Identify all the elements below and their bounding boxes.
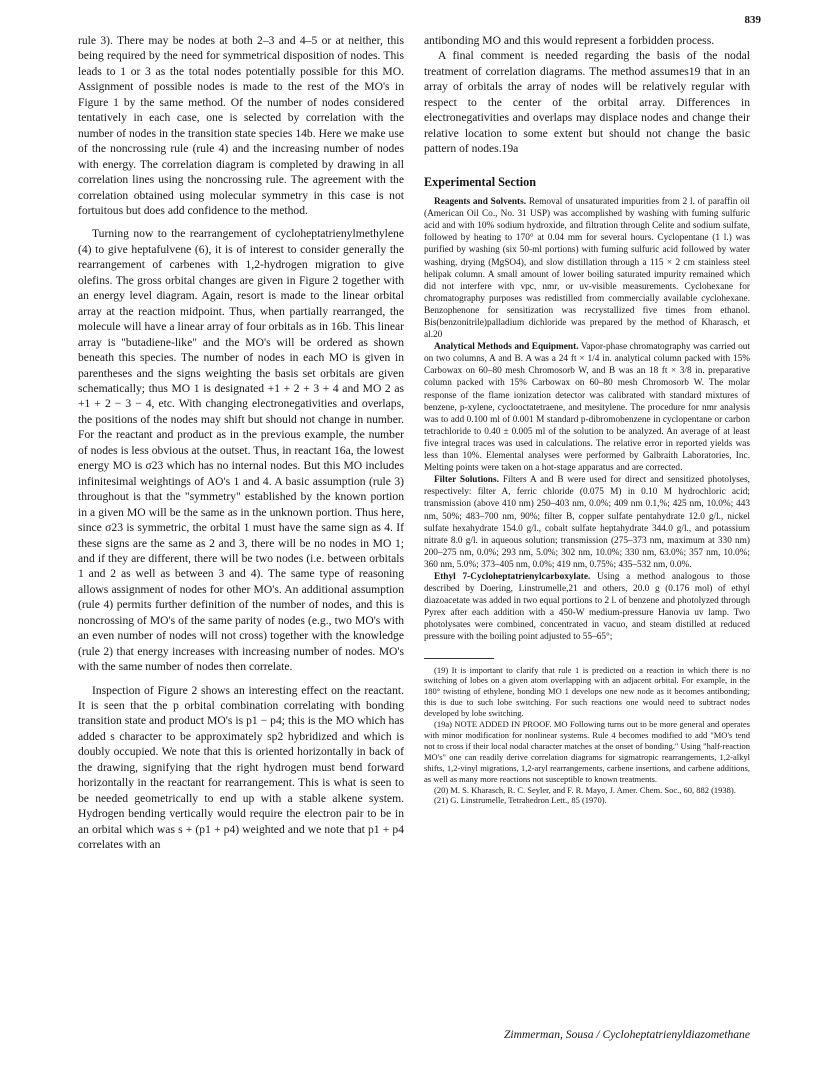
experimental-paragraph (424, 196, 750, 341)
body-paragraph: Turning now to the rearrangement of cycloheptatrienylmethylene (4) to give heptafulvene (6), it is of interest to consider generally the rearrangement of carbenes with 1,2-hydrogen migration to give olefins. The gross orbital changes are given in Figure 2 together with an energy level diagram. Again, resort is made to the linear orbital array at the reaction midpoint. Thus, when partially rearranged, the molecule will have a linear array of four orbitals as in 16b. This linear array is "butadiene-like" and the MO's will be ordered as shown beneath this species. The number of nodes in each MO is given in parentheses and the signs weighting the basis set orbitals are given schematically; thus MO 1 is designated +1 + 2 + 3 + 4 and MO 2 as +1 + 2 − 3 − 4, etc. With changing electronegativities and overlaps, the positions of the nodes may shift but should not change in number. For the reactant and product as in the previous example, the number of nodes is less obvious at the outset. Thus, in reactant 16a, the lowest energy MO is σ23 which has no internal nodes. But this MO includes infinitesimal weightings of AO's 1 and 4. A basic assumption (rule 3) throughout is that the "symmetry" established by the known portion in a given MO will be the same as in the unknown portion. Thus here, since σ23 is symmetric, the orbital 1 must have the same sign as 4. If these signs are the same as 2 and 3, there will be no nodes in MO 1; and if they are different, there will be two nodes (i.e. between orbitals 1 and 2 as well as between 3 and 4). The same type of reasoning allows assignment of nodes for other MO's. An additional assumption (rule 4) permits further definition of the number of nodes, and this is noncrossing of MO's of the same parity of nodes (e.g., two MO's with an even number of nodes will not cross) together with the knowledge (rule 2) that energy increases with increasing number of nodes. MO's with the same number of nodes then correlate. (78, 227, 404, 674)
body-paragraph: antibonding MO and this would represent a forbidden process. (424, 34, 715, 47)
paragraph-text: Vapor-phase chromatography was carried out on two columns, A and B. A was a 24 ft × 1/4 in. analytical column packed with 15% Carbowax on 60–80 mesh Chromosorb W, and B was an 18 ft × 3/8 in. preparative column packed with 15% Carbowax on 60–80 mesh Chromosorb W. The molar response of the flame ionization detector was calibrated with standard mixtures of benzene, p-xylene, cyclooctatetraene, and mesitylene. The procedure for nmr analysis was to add 0.100 ml of 0.001 M standard p-dibromobenzene in cyclopentane or carbon tetrachloride to 0.40 ± 0.005 ml of the solution to be analyzed. An average of at least five integral traces was used in calculations. The relative error in reported yields was less than 10%. Elemental analyses were performed by Galbraith Laboratories, Inc. Melting points were taken on a hot-stage apparatus and are corrected. (424, 342, 751, 474)
running-footer: Zimmerman, Sousa / Cycloheptatrienyldiazomethane (503, 1028, 750, 1041)
right-column (424, 33, 750, 806)
footnote: (20) M. S. Kharasch, R. C. Seyler, and F. R. Mayo, J. Amer. Chem. Soc., 60, 882 (1938). (434, 784, 736, 795)
run-in-heading: Reagents and Solvents. (434, 197, 527, 208)
experimental-paragraph (424, 341, 750, 474)
body-paragraph: Inspection of Figure 2 shows an interesting effect on the reactant. It is seen that the p orbital combination correlating with bonding transition state and product MO's is p1 − p4; this is the MO which has added s character to be approximately sp2 hybridized and which is doubly occupied. We note that this is oriented horizontally in back of the drawing, signifying that the right hydrogen must bend forward horizontally in the reactant for rearrangement. This is what is seen to be needed geometrically to end up with a stable alkene system. Hydrogen bending vertically would require the electron pair to be in an orbital which was s + (p1 + p4) weighted and we note that p1 + p4 correlates with an (78, 683, 404, 852)
footnote: (19) It is important to clarify that rule 1 is predicted on a reaction in which there is no switching of lobes on a given atom overlapping with an adjacent orbital. For example, in the 180° twisting of ethylene, bonding MO 1 develops one new node as it becomes antibonding; this is due to such lobe switching. For such reactions one would need to subtract nodes developed by lobe switching. (424, 664, 750, 719)
experimental-paragraph (424, 474, 750, 571)
run-in-heading: Ethyl 7-Cycloheptatrienylcarboxylate. (434, 571, 591, 582)
run-in-heading: Filter Solutions. (434, 475, 499, 486)
left-column (78, 33, 404, 853)
run-in-heading: Analytical Methods and Equipment. (434, 342, 579, 353)
section-heading: Experimental Section (424, 174, 537, 189)
footnote-divider (424, 658, 494, 659)
paragraph-text: Removal of unsaturated impurities from 2 l. of paraffin oil (American Oil Co., No. 31 USP) was accomplished by washing with fuming sulfuric acid and with 10% sodium hydroxide, and filtration through Celite and sodium sulfate, followed by heating to 170° at 0.04 mm for several hours. Cyclopentane (1 l.) was purified by washing (six 50-ml portions) with fuming sulfuric acid followed by water washing, drying (MgSO4), and slow distillation through a 115 × 2 cm stainless steel helipak column. A small amount of lower boiling saturated impurity remained which did not interfere with vpc, nmr, or uv-visible measurements. Cyclohexane for chromatography purposes was redistilled from commercially available cyclohexane. Benzophenone for sensitization was recrystallized five times from ethanol. Bis(benzonitrile)palladium dichloride was prepared by the method of Kharasch, et al.20 (424, 197, 750, 341)
footnote: (19a) NOTE ADDED IN PROOF. MO Following turns out to be more general and operates with minor modification for nonlinear systems. Rule 4 becomes modified to add "MO's tend not to cross if their local nodal character matches at the onset of bonding." Using "half-reaction MO's" one can readily derive correlation diagrams for sigmatropic rearrangements, 1,2-alkyl shifts, 1,2-vinyl migrations, 1,2-aryl rearrangements, carbene insertions, and carbene additions, as well as many more reactions not susceptible to known treatments. (424, 719, 750, 784)
body-paragraph: rule 3). There may be nodes at both 2–3 and 4–5 or at neither, this being required by the need for symmetrical disposition of nodes. This leads to 1 or 3 as the total nodes potentially possible for this MO. Assignment of possible nodes is made to the rest of the MO's in Figure 1 by the same method. Of the number of nodes considered tentatively in each case, one is selected by correlation with the number of nodes in the transition state species 14b. Here we make use of the noncrossing rule (rule 4) and the increasing number of nodes with energy. The correlation diagram is completed by drawing in all correlation lines using the noncrossing rule. The agreement with the correlation obtained using molecular symmetry in this case is not fortuitous but does add confidence to the method. (78, 34, 404, 217)
footnote: (21) G. Linstrumelle, Tetrahedron Lett., 85 (1970). (434, 795, 607, 806)
footnotes (424, 665, 750, 807)
page-number: 839 (744, 14, 761, 26)
experimental-section (424, 196, 750, 643)
body-paragraph: A final comment is needed regarding the basis of the nodal treatment of correlation diagrams. The method assumes19 that in an array of orbitals the array of nodes will be relatively regular with respect to the center of the orbital array. Differences in electronegativities and overlaps may displace nodes and change their relative location to some extent but should not change the basic pattern of nodes.19a (424, 49, 750, 156)
experimental-paragraph (424, 571, 750, 644)
paragraph-text: Using a method analogous to those described by Doering, Linstrumelle,21 and others, 20.0 g (0.176 mol) of ethyl diazoacetate was added in two equal portions to 2 l. of benzene and photolyzed through Pyrex after each addition with a 450-W medium-pressure Hanovia uv lamp. Two photolysates were combined, concentrated in vacuo, and steam distilled at reduced pressure with the boiling point adjusted to 55–65°; (424, 571, 751, 643)
paragraph-text: Filters A and B were used for direct and sensitized photolyses, respectively: filter A, ferric chloride (0.075 M) in 0.10 M hydrochloric acid; transmission (above 410 nm) 250–403 nm, 0.0%; 409 nm 0.1,%; 425 nm, 10.0%; 443 nm, 50%; 483–700 nm, 90%; filter B, copper sulfate pentahydrate 12.0 g/l., nickel sulfate hexahydrate 154.0 g/l., cobalt sulfate heptahydrate 344.0 g/l., and potassium nitrate 8.0 g/l. in aqueous solution; transmission (275–373 nm, maximum at 330 nm) 200–275 nm, 0.0%; 293 nm, 5.0%; 302 nm, 10.0%; 330 nm, 63.0%; 357 nm, 10.0%; 360 nm, 5.0%; 373–405 nm, 0.0%; 419 nm, 0.75%; 435–532 nm, 0.0%. (424, 475, 750, 570)
